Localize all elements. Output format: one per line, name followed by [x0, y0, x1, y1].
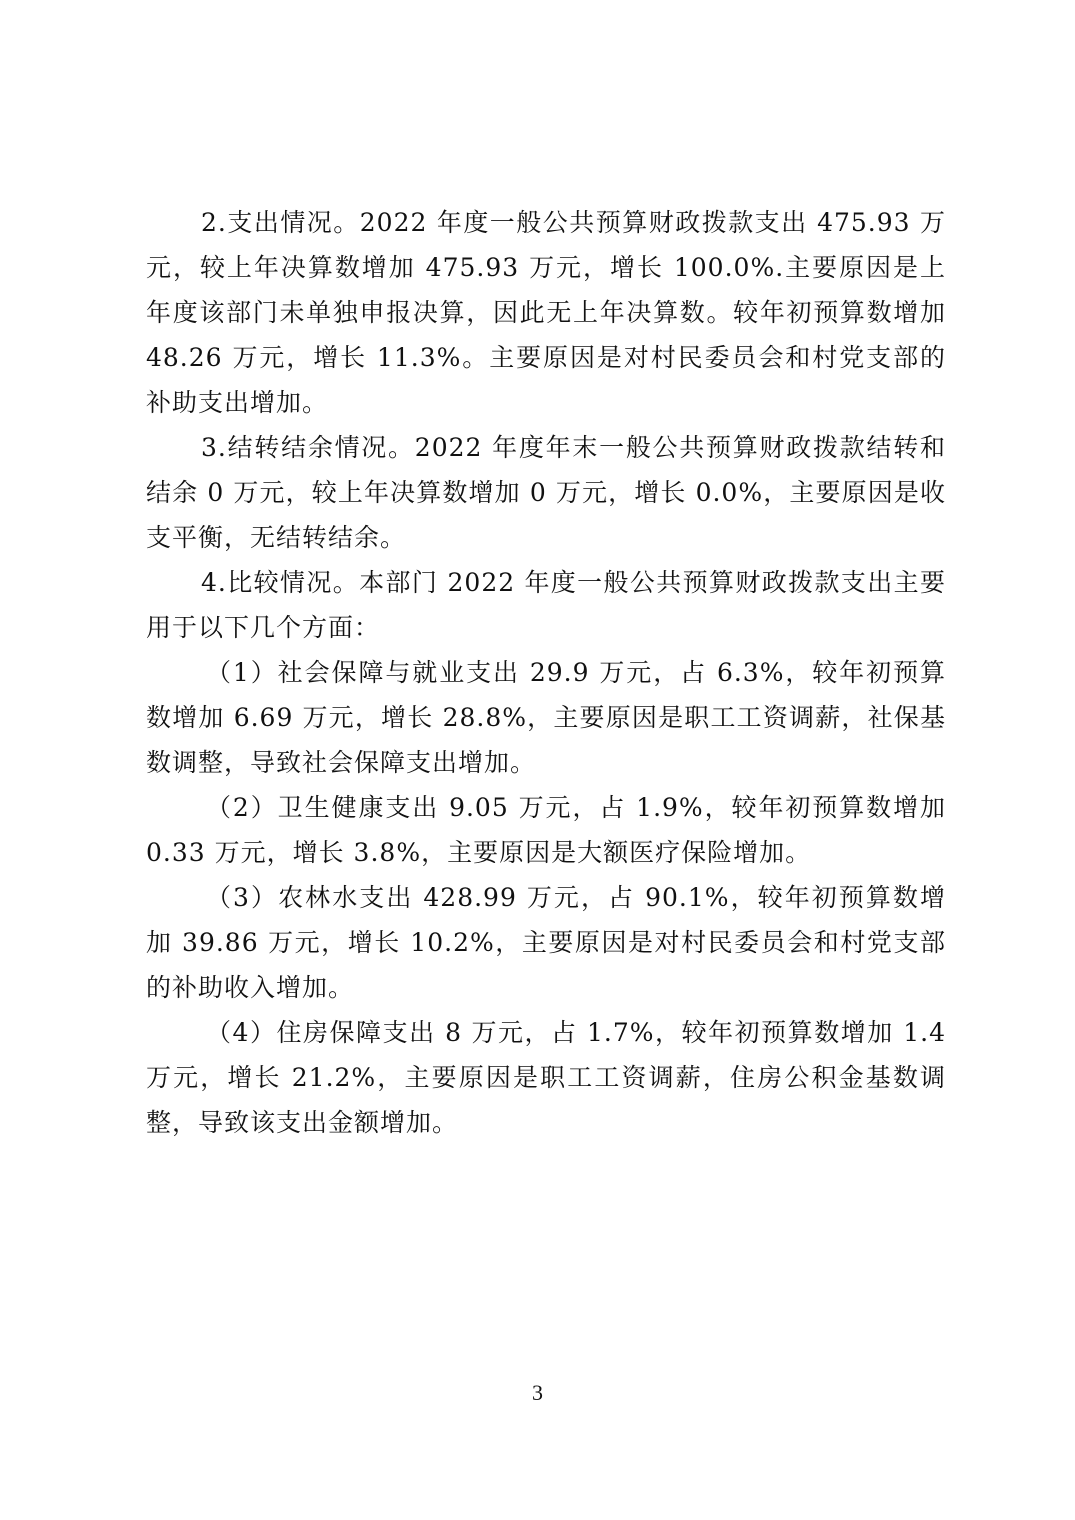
paragraph-social-security: （1）社会保障与就业支出 29.9 万元，占 6.3%，较年初预算数增加 6.69 万元，增长 28.8%，主要原因是职工工资调薪，社保基数调整，导致社会保障支出增加。	[146, 658, 946, 777]
document-body	[146, 200, 946, 1145]
paragraph-carryover: 3.结转结余情况。2022 年度年末一般公共预算财政拨款结转和结余 0 万元，较上年决算数增加 0 万元，增长 0.0%，主要原因是收支平衡，无结转结余。	[146, 433, 946, 552]
paragraph-expenditure: 2.支出情况。2022 年度一般公共预算财政拨款支出 475.93 万元，较上年决算数增加 475.93 万元，增长 100.0%.主要原因是上年度该部门未单独申报决算，因此无上年决算数。较年初预算数增加 48.26 万元，增长 11.3%。主要原因是对村民委员会和村党支部的补助支出增加。	[146, 208, 946, 417]
paragraph-comparison: 4.比较情况。本部门 2022 年度一般公共预算财政拨款支出主要用于以下几个方面：	[146, 568, 946, 642]
paragraph-agriculture: （3）农林水支出 428.99 万元，占 90.1%，较年初预算数增加 39.86 万元，增长 10.2%，主要原因是对村民委员会和村党支部的补助收入增加。	[146, 883, 946, 1002]
paragraph-health: （2）卫生健康支出 9.05 万元，占 1.9%，较年初预算数增加 0.33 万元，增长 3.8%，主要原因是大额医疗保险增加。	[146, 793, 946, 867]
page-number: 3	[532, 1380, 543, 1405]
paragraph-housing: （4）住房保障支出 8 万元，占 1.7%，较年初预算数增加 1.4 万元，增长 21.2%，主要原因是职工工资调薪，住房公积金基数调整，导致该支出金额增加。	[146, 1018, 946, 1137]
